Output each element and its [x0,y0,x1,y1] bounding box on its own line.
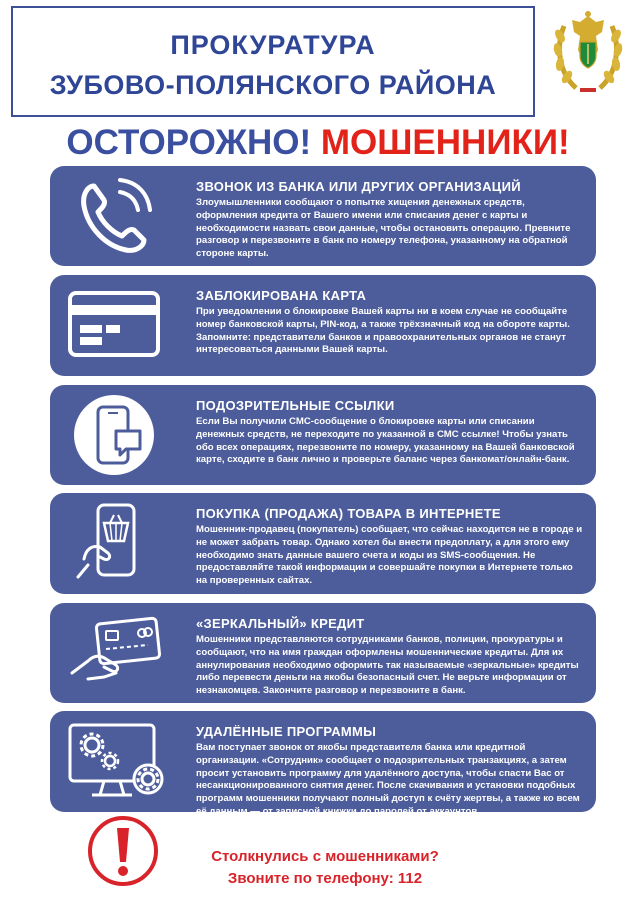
card-body: Мошенники представляются сотрудниками банков, полиции, прокуратуры и сообщают, что на имя граждан оформлены мошеннические кредиты. Для их аннулирования необходимо оформить так называемые «зеркальные» кредиты либо перевести деньги на якобы безопасный счет. Не верьте информации от незнакомцев. Закончите разговор и перезвоните в банк. [196,634,579,697]
warning-scammers: МОШЕННИКИ! [320,123,570,162]
card-in-hand-icon [64,611,164,695]
header-title-line1: ПРОКУРАТУРА [170,30,376,60]
card-body: Вам поступает звонок от якобы представителя банка или кредитной организации. «Сотрудник» сообщает о подозрительных транзакциях, а затем просит установить программу для удалённого доступа, чтобы спасти Вас от несанкционированного снятия денег. После скачивания и установки подобных программ мошенники получают полный доступ к счёту жертвы, а также ко всем её данным — от записной книжки до паролей от аккаунтов. [196,742,580,817]
card-bank-call [50,166,596,266]
header-box [11,6,535,117]
card-online-purchase [50,493,596,594]
card-body: Мошенник-продавец (покупатель) сообщает, что сейчас находится не в городе и не может забрать товар. Однако хотел бы внести предоплату, а для этого ему необходимо знать данные вашего счета и коды из SMS-сообщения. Не предоставляйте такой информации и совершайте покупки в Интернете только на проверенных сайтах. [196,524,583,587]
online-shopping-icon [64,499,164,589]
footer-question: Столкнулись с мошенниками? [211,848,439,865]
warning-heading [0,123,636,163]
card-body: При уведомлении о блокировке Вашей карты ни в коем случае не сообщайте номер банковской карты, PIN-код, а также трёхзначный код на обороте карты. Запомните: представители банков и правоохранительных органов не станут интересоваться данными Вашей карты. [196,306,570,356]
bank-card-icon [64,287,164,365]
exclamation-icon [84,812,162,890]
smartphone-message-icon [64,391,164,479]
card-blocked-card [50,275,596,376]
card-suspicious-links [50,385,596,485]
card-body: Злоумышленники сообщают о попытке хищения денежных средств, оформления кредита от Вашего имени или списания денег с карты и необходимости назвать свои данные, чтобы остановить операцию. Превните разговор и перезвоните в банк по номеру телефона, указанному на обратной стороне карты. [196,197,571,260]
card-title: «ЗЕРКАЛЬНЫЙ» КРЕДИТ [196,616,365,631]
card-title: ПОКУПКА (ПРОДАЖА) ТОВАРА В ИНТЕРНЕТЕ [196,506,501,521]
card-title: УДАЛЁННЫЕ ПРОГРАММЫ [196,724,377,739]
card-title: ПОДОЗРИТЕЛЬНЫЕ ССЫЛКИ [196,398,395,413]
warning-careful: ОСТОРОЖНО! [66,123,312,162]
card-remote-programs [50,711,596,817]
header-title-line2: ЗУБОВО-ПОЛЯНСКОГО РАЙОНА [49,70,497,100]
prosecutor-emblem-icon [550,6,626,98]
monitor-gears-icon [64,717,168,807]
card-mirror-credit [50,603,596,703]
card-title: ЗВОНОК ИЗ БАНКА ИЛИ ДРУГИХ ОРГАНИЗАЦИЙ [196,179,521,194]
card-body: Если Вы получили СМС-сообщение о блокировке карты или списании денежных средств, не переходите по указанной в СМС ссылке! Чтобы узнать обо всех операциях, перезвоните по номеру, указанному на Вашей банковской карте, сходите в банк лично и проверьте баланс через банкомат/онлайн-банк. [196,416,575,466]
phone-icon [64,172,162,260]
card-title: ЗАБЛОКИРОВАНА КАРТА [196,288,367,303]
footer-call-112: Звоните по телефону: 112 [227,870,423,887]
